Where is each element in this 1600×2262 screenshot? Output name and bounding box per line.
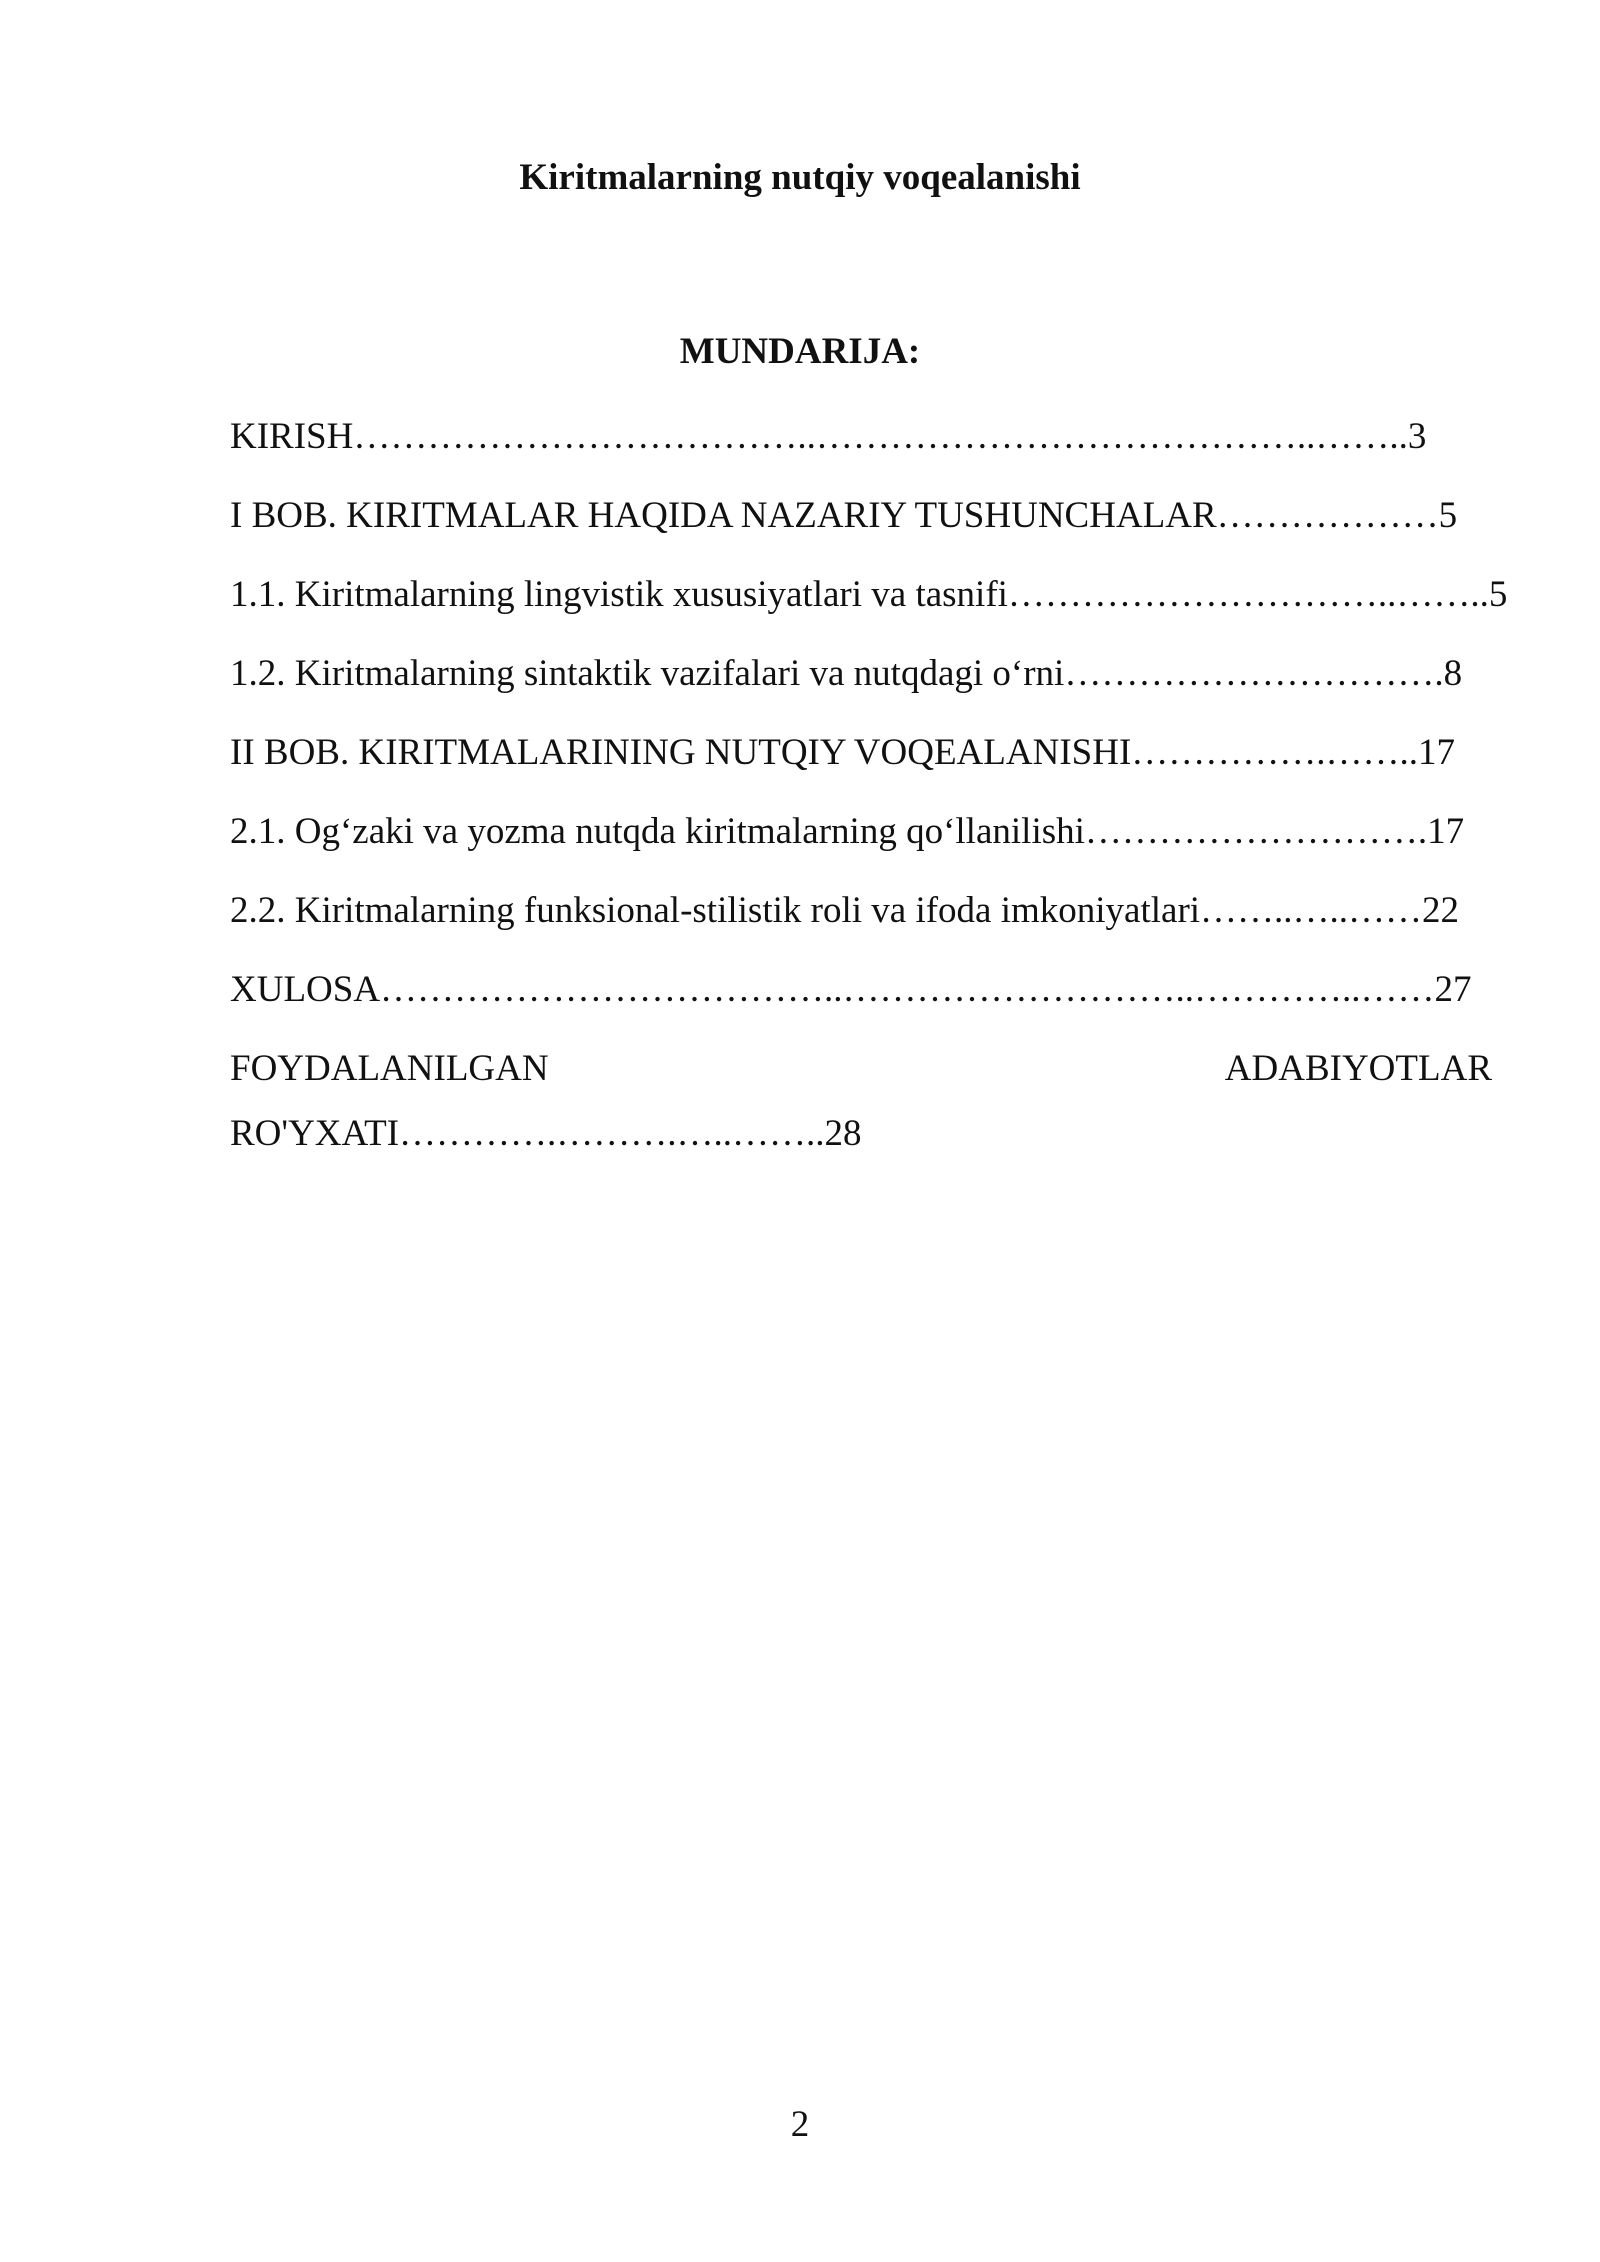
toc-entry-section-2-2[interactable]: 2.2. Kiritmalarning funksional-stilistik roli va ifoda imkoniyatlari……..…..……22 <box>230 890 1460 931</box>
toc-entry-section-1-2[interactable]: 1.2. Kiritmalarning sintaktik vazifalari va nutqdagi o‘rni………………………….8 <box>230 653 1463 694</box>
toc-entry-references-continuation[interactable]: RO'YXATI………….……….…..……..28 <box>230 1113 862 1154</box>
toc-heading: MUNDARIJA: <box>679 331 921 372</box>
toc-entry-xulosa[interactable]: XULOSA………………………………..………………………..…………..……27 <box>230 969 1472 1010</box>
document-title: Kiritmalarning nutqiy voqealanishi <box>519 157 1081 198</box>
toc-entry-kirish[interactable]: KIRISH………………………………..…………………………………..……..3 <box>230 416 1427 457</box>
toc-entry-references-left: FOYDALANILGAN <box>230 1048 549 1089</box>
toc-entry-chapter-2[interactable]: II BOB. KIRITMALARINING NUTQIY VOQEALANISHI…………….……..17 <box>230 732 1456 773</box>
toc-entry-chapter-1[interactable]: I BOB. KIRITMALAR HAQIDA NAZARIY TUSHUNCHALAR………………5 <box>230 495 1458 536</box>
toc-entry-references[interactable] <box>230 1044 1492 1094</box>
toc-entry-section-1-1[interactable]: 1.1. Kiritmalarning lingvistik xususiyatlari va tasnifi…………………………..……..5 <box>230 574 1508 615</box>
toc-entry-references-right: ADABIYOTLAR <box>1224 1048 1492 1089</box>
page-number: 2 <box>790 2104 810 2145</box>
toc-entry-section-2-1[interactable]: 2.1. Og‘zaki va yozma nutqda kiritmalarning qo‘llanilishi……………………….17 <box>230 811 1465 852</box>
